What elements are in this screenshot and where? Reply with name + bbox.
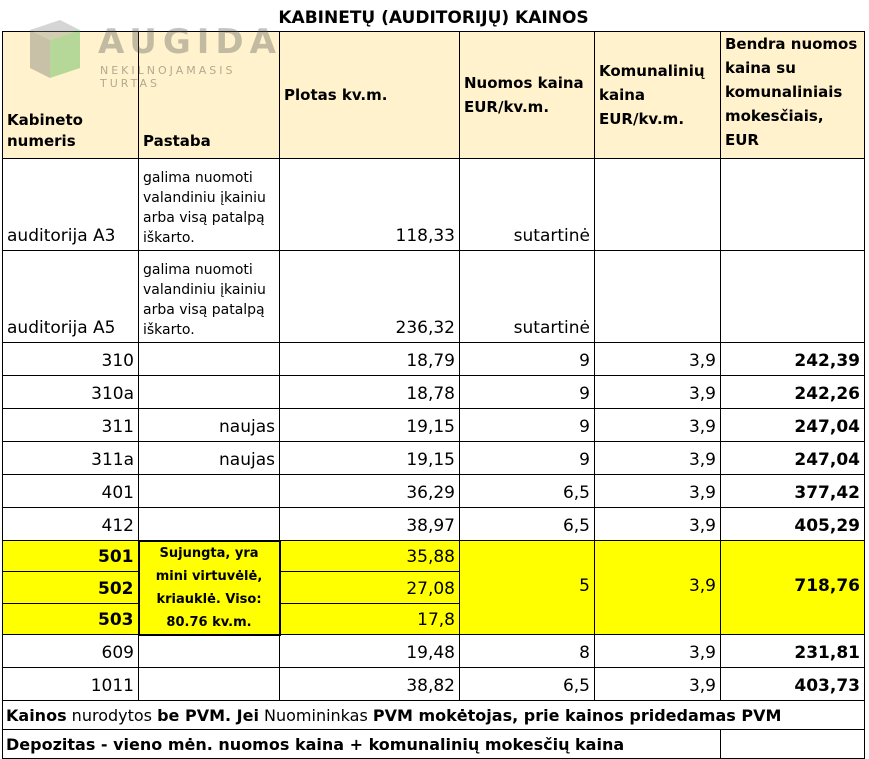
room-number: 401 bbox=[3, 475, 139, 508]
room-util: 3,9 bbox=[595, 442, 721, 475]
room-area: 35,88 bbox=[280, 541, 460, 572]
header-rent: Nuomos kaina EUR/kv.m. bbox=[460, 32, 595, 159]
room-util bbox=[595, 251, 721, 343]
table-row bbox=[3, 475, 865, 508]
room-util: 3,9 bbox=[595, 343, 721, 376]
merged-note: Sujungta, yra mini virtuvėlė, kriauklė. Viso: 80.76 kv.m. bbox=[139, 541, 280, 635]
room-area: 118,33 bbox=[280, 159, 460, 251]
footer-deposit bbox=[3, 730, 865, 759]
room-total: 247,04 bbox=[721, 442, 865, 475]
room-note bbox=[139, 668, 280, 701]
room-rent: sutartinė bbox=[460, 251, 595, 343]
footer-empty bbox=[721, 730, 865, 759]
room-area: 19,15 bbox=[280, 442, 460, 475]
room-area: 38,82 bbox=[280, 668, 460, 701]
room-rent: 6,5 bbox=[460, 475, 595, 508]
room-rent: 9 bbox=[460, 409, 595, 442]
header-note: Pastaba bbox=[139, 32, 280, 159]
table-row bbox=[3, 159, 865, 251]
logo-name: AUGIDA bbox=[98, 22, 282, 62]
room-note bbox=[139, 635, 280, 668]
room-number: 311 bbox=[3, 409, 139, 442]
room-area: 17,8 bbox=[280, 603, 460, 634]
room-rent: sutartinė bbox=[460, 159, 595, 251]
room-number: 412 bbox=[3, 508, 139, 541]
room-util: 3,9 bbox=[595, 475, 721, 508]
room-number: 1011 bbox=[3, 668, 139, 701]
room-total bbox=[721, 159, 865, 251]
header-total: Bendra nuomos kaina su komunaliniais mokesčiais, EUR bbox=[721, 32, 865, 159]
merged-row-501 bbox=[3, 541, 865, 572]
room-total: 247,04 bbox=[721, 409, 865, 442]
table-row bbox=[3, 442, 865, 475]
logo-subtitle: NEKILNOJAMASIS TURTAS bbox=[100, 64, 236, 90]
merged-total: 718,76 bbox=[721, 541, 865, 635]
price-table bbox=[2, 5, 865, 759]
table-row bbox=[3, 508, 865, 541]
rows-group bbox=[3, 635, 865, 701]
table-row bbox=[3, 376, 865, 409]
room-number: 310 bbox=[3, 343, 139, 376]
sheet-title: KABINETŲ (AUDITORIJŲ) KAINOS bbox=[278, 7, 589, 28]
room-number: 501 bbox=[3, 541, 139, 572]
room-number: 311a bbox=[3, 442, 139, 475]
merged-rent: 5 bbox=[460, 541, 595, 635]
footer-vat bbox=[3, 701, 865, 730]
room-util: 3,9 bbox=[595, 635, 721, 668]
table-row bbox=[3, 251, 865, 343]
room-area: 19,48 bbox=[280, 635, 460, 668]
room-number: 310a bbox=[3, 376, 139, 409]
room-number: 502 bbox=[3, 572, 139, 603]
room-rent: 9 bbox=[460, 442, 595, 475]
room-area: 18,79 bbox=[280, 343, 460, 376]
room-area: 36,29 bbox=[280, 475, 460, 508]
room-rent: 9 bbox=[460, 343, 595, 376]
room-rent: 6,5 bbox=[460, 508, 595, 541]
room-area: 236,32 bbox=[280, 251, 460, 343]
table-row bbox=[3, 668, 865, 701]
room-note bbox=[139, 343, 280, 376]
table-row bbox=[3, 343, 865, 376]
room-area: 38,97 bbox=[280, 508, 460, 541]
header-util: Komunalinių kaina EUR/kv.m. bbox=[595, 32, 721, 159]
room-area: 27,08 bbox=[280, 572, 460, 603]
rows-group bbox=[3, 343, 865, 541]
room-note: naujas bbox=[139, 409, 280, 442]
room-total: 377,42 bbox=[721, 475, 865, 508]
room-util: 3,9 bbox=[595, 508, 721, 541]
room-total: 242,39 bbox=[721, 343, 865, 376]
table-row bbox=[3, 635, 865, 668]
room-total: 231,81 bbox=[721, 635, 865, 668]
table-row bbox=[3, 409, 865, 442]
room-area: 19,15 bbox=[280, 409, 460, 442]
room-note: galima nuomoti valandiniu įkainiu arba visą patalpą iškarto. bbox=[139, 251, 280, 343]
room-note: galima nuomoti valandiniu įkainiu arba visą patalpą iškarto. bbox=[139, 159, 280, 251]
room-total: 405,29 bbox=[721, 508, 865, 541]
room-rent: 8 bbox=[460, 635, 595, 668]
room-note: naujas bbox=[139, 442, 280, 475]
room-name: auditorija A3 bbox=[3, 159, 139, 251]
merged-util: 3,9 bbox=[595, 541, 721, 635]
footer-vat-text: Kainos nurodytos be PVM. Jei Nuomininkas PVM mokėtojas, prie kainos pridedamas PVM bbox=[3, 701, 865, 730]
room-rent: 6,5 bbox=[460, 668, 595, 701]
room-note bbox=[139, 475, 280, 508]
room-name: auditorija A5 bbox=[3, 251, 139, 343]
room-area: 18,78 bbox=[280, 376, 460, 409]
room-util: 3,9 bbox=[595, 409, 721, 442]
room-note bbox=[139, 376, 280, 409]
room-note bbox=[139, 508, 280, 541]
room-util: 3,9 bbox=[595, 668, 721, 701]
room-total: 242,26 bbox=[721, 376, 865, 409]
room-total: 403,73 bbox=[721, 668, 865, 701]
room-util bbox=[595, 159, 721, 251]
room-number: 609 bbox=[3, 635, 139, 668]
room-util: 3,9 bbox=[595, 376, 721, 409]
header-area: Plotas kv.m. bbox=[280, 32, 460, 159]
header-row bbox=[3, 32, 865, 159]
header-room: Kabineto numeris bbox=[3, 32, 139, 159]
footer-deposit-text: Depozitas - vieno mėn. nuomos kaina + komunalinių mokesčių kaina bbox=[3, 730, 721, 759]
room-number: 503 bbox=[3, 603, 139, 634]
room-rent: 9 bbox=[460, 376, 595, 409]
room-total bbox=[721, 251, 865, 343]
